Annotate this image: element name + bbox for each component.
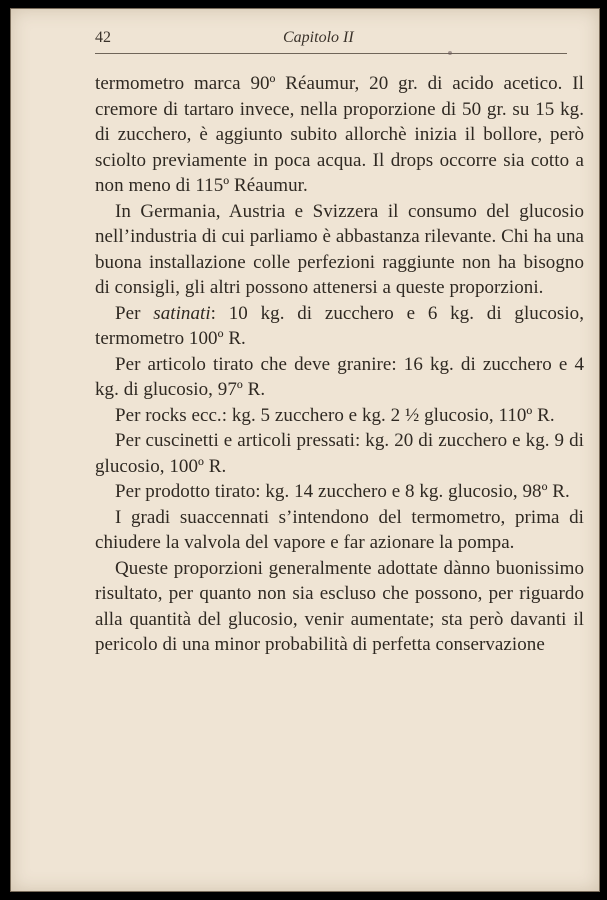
ink-spot: [448, 51, 452, 55]
paragraph-4: Per articolo tirato che deve granire: 16 kg. di zucchero e 4 kg. di glucosio, 97º R.: [95, 353, 584, 400]
paragraph-5: Per rocks ecc.: kg. 5 zucchero e kg. 2 ½ glucosio, 110º R.: [115, 404, 555, 426]
paragraph-7: Per prodotto tirato: kg. 14 zucchero e 8 kg. glucosio, 98º R.: [115, 481, 570, 502]
paragraph-8: I gradi suaccennati s’intendono del termometro, prima di chiudere la valvola del vapore e far azionare la pompa.: [95, 506, 584, 553]
page-body: [95, 71, 584, 658]
paragraph-1: termometro marca 90º Réaumur, 20 gr. di acido acetico. Il cremore di tartaro invece, nella proporzione di 50 gr. su 15 kg. di zucchero, è aggiunto subito allorchè inizia il bollore, però sciolto previamente in poca acqua. Il drops occorre sia cotto a non meno di 115º Réaumur.: [95, 73, 584, 196]
paragraph-9: Queste proporzioni generalmente adottate dànno buonissimo risultato, per quanto non sia escluso che possono, per riguardo alla quantità del glucosio, venir aumentate; sta però davanti il pericolo di una minor probabilità di perfetta conservazione: [95, 557, 584, 655]
running-title: Capitolo II: [283, 29, 354, 46]
paragraph-6: Per cuscinetti e articoli pressati: kg. 20 di zucchero e kg. 9 di glucosio, 100º R.: [95, 430, 584, 477]
book-page: [10, 8, 600, 892]
page-number: 42: [95, 29, 111, 46]
paragraph-3-prefix: Per: [115, 302, 141, 324]
paragraph-3-suffix: : 10 kg. di zucchero e 6 kg. di glucosio, termometro 100º R.: [95, 302, 584, 349]
paragraph-3: [95, 301, 584, 352]
page-header: [95, 29, 567, 47]
header-rule: [95, 53, 567, 54]
paragraph-2: In Germania, Austria e Svizzera il consumo del glucosio nell’industria di cui parliamo è abbastanza rilevante. Chi ha una buona installazione colle perfezioni raggiunte non ha bisogno di consigli, gli altri possono attenersi a queste proporzioni.: [95, 200, 584, 298]
paragraph-3-italic: satinati: [153, 302, 211, 324]
